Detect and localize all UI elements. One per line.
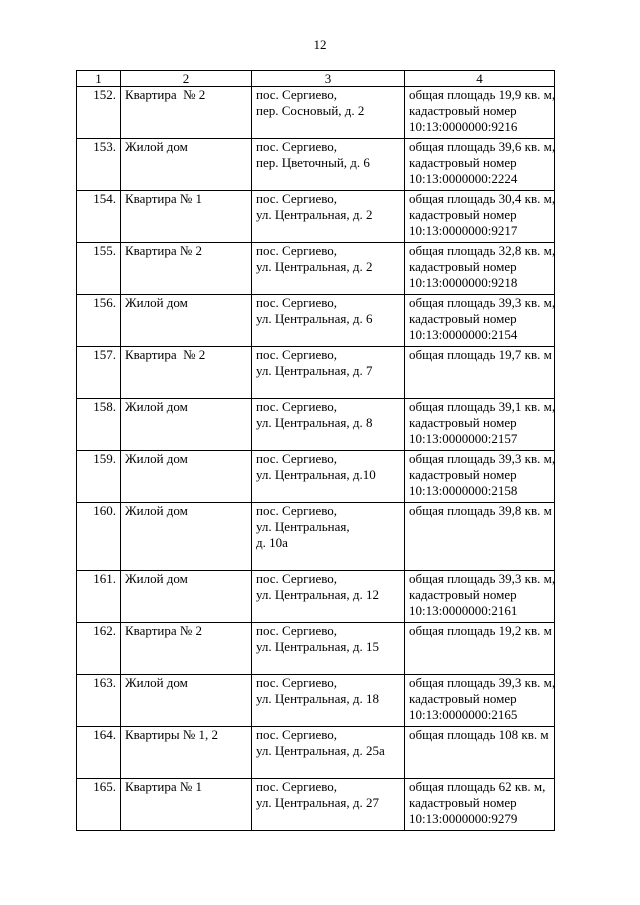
address-line: ул. Центральная, д. 18 <box>256 691 379 706</box>
object-address <box>252 295 405 347</box>
object-address <box>252 191 405 243</box>
object-address <box>252 503 405 571</box>
row-number: 155. <box>77 243 121 295</box>
address-line: пос. Сергиево, <box>256 675 338 690</box>
details-line: 10:13:0000000:9218 <box>409 275 518 290</box>
table-row <box>77 571 555 623</box>
address-line: ул. Центральная, д. 27 <box>256 795 379 810</box>
address-line: ул. Центральная, д. 2 <box>256 259 373 274</box>
details-line: 10:13:0000000:2154 <box>409 327 518 342</box>
object-name: Квартира № 2 <box>121 87 252 139</box>
object-details <box>405 571 555 623</box>
row-number: 156. <box>77 295 121 347</box>
object-name: Жилой дом <box>121 139 252 191</box>
object-details <box>405 243 555 295</box>
details-line: 10:13:0000000:2165 <box>409 707 518 722</box>
object-details <box>405 503 555 571</box>
details-line: общая площадь 39,3 кв. м, <box>409 571 556 586</box>
details-line: кадастровый номер <box>409 415 517 430</box>
details-line: общая площадь 39,1 кв. м, <box>409 399 556 414</box>
table-body <box>77 87 555 831</box>
row-number: 157. <box>77 347 121 399</box>
object-details <box>405 87 555 139</box>
address-line: пос. Сергиево, <box>256 503 338 518</box>
details-line: кадастровый номер <box>409 207 517 222</box>
object-name: Жилой дом <box>121 399 252 451</box>
object-name: Жилой дом <box>121 675 252 727</box>
details-line: кадастровый номер <box>409 311 517 326</box>
details-line: кадастровый номер <box>409 691 517 706</box>
table-row <box>77 623 555 675</box>
row-number: 165. <box>77 779 121 831</box>
column-header-1: 1 <box>77 71 121 87</box>
column-header-2: 2 <box>121 71 252 87</box>
object-address <box>252 399 405 451</box>
table-row <box>77 399 555 451</box>
details-line: кадастровый номер <box>409 103 517 118</box>
row-number: 153. <box>77 139 121 191</box>
address-line: ул. Центральная, д.10 <box>256 467 376 482</box>
address-line: пер. Цветочный, д. 6 <box>256 155 370 170</box>
object-address <box>252 243 405 295</box>
address-line: пос. Сергиево, <box>256 451 338 466</box>
details-line: общая площадь 108 кв. м <box>409 727 549 742</box>
details-line: общая площадь 39,8 кв. м <box>409 503 552 518</box>
row-number: 162. <box>77 623 121 675</box>
details-line: 10:13:0000000:9279 <box>409 811 518 826</box>
details-line: 10:13:0000000:2157 <box>409 431 518 446</box>
table-row <box>77 779 555 831</box>
object-name: Квартира № 1 <box>121 779 252 831</box>
details-line: общая площадь 39,3 кв. м, <box>409 295 556 310</box>
address-line: пер. Сосновый, д. 2 <box>256 103 365 118</box>
column-header-3: 3 <box>252 71 405 87</box>
object-name: Квартира № 1 <box>121 191 252 243</box>
page-number: 12 <box>313 37 327 52</box>
table-row <box>77 87 555 139</box>
address-line: пос. Сергиево, <box>256 295 338 310</box>
address-line: ул. Центральная, д. 15 <box>256 639 379 654</box>
details-line: 10:13:0000000:2161 <box>409 603 518 618</box>
details-line: кадастровый номер <box>409 259 517 274</box>
address-line: ул. Центральная, д. 8 <box>256 415 373 430</box>
row-number: 160. <box>77 503 121 571</box>
object-name: Квартиры № 1, 2 <box>121 727 252 779</box>
object-address <box>252 623 405 675</box>
object-address <box>252 571 405 623</box>
details-line: общая площадь 19,2 кв. м <box>409 623 552 638</box>
address-line: ул. Центральная, д. 25а <box>256 743 385 758</box>
object-details <box>405 727 555 779</box>
object-address <box>252 675 405 727</box>
address-line: ул. Центральная, д. 12 <box>256 587 379 602</box>
object-details <box>405 623 555 675</box>
object-name: Жилой дом <box>121 451 252 503</box>
address-line: ул. Центральная, д. 2 <box>256 207 373 222</box>
object-name: Квартира № 2 <box>121 623 252 675</box>
details-line: 10:13:0000000:2158 <box>409 483 518 498</box>
table-row <box>77 191 555 243</box>
address-line: пос. Сергиево, <box>256 779 338 794</box>
address-line: пос. Сергиево, <box>256 87 338 102</box>
details-line: общая площадь 32,8 кв. м, <box>409 243 556 258</box>
object-details <box>405 347 555 399</box>
address-line: пос. Сергиево, <box>256 139 338 154</box>
details-line: общая площадь 39,3 кв. м, <box>409 675 556 690</box>
object-details <box>405 451 555 503</box>
address-line: ул. Центральная, д. 7 <box>256 363 373 378</box>
object-details <box>405 191 555 243</box>
details-line: общая площадь 30,4 кв. м, <box>409 191 556 206</box>
address-line: пос. Сергиево, <box>256 191 338 206</box>
address-line: ул. Центральная, д. 6 <box>256 311 373 326</box>
object-name: Жилой дом <box>121 571 252 623</box>
object-details <box>405 399 555 451</box>
row-number: 154. <box>77 191 121 243</box>
object-address <box>252 347 405 399</box>
object-address <box>252 87 405 139</box>
property-table <box>76 70 555 831</box>
row-number: 164. <box>77 727 121 779</box>
details-line: кадастровый номер <box>409 795 517 810</box>
object-address <box>252 451 405 503</box>
row-number: 161. <box>77 571 121 623</box>
details-line: общая площадь 19,7 кв. м <box>409 347 552 362</box>
row-number: 158. <box>77 399 121 451</box>
object-name: Жилой дом <box>121 503 252 571</box>
object-name: Квартира № 2 <box>121 243 252 295</box>
object-details <box>405 139 555 191</box>
details-line: 10:13:0000000:9216 <box>409 119 518 134</box>
address-line: пос. Сергиево, <box>256 727 338 742</box>
row-number: 163. <box>77 675 121 727</box>
table-row <box>77 347 555 399</box>
details-line: 10:13:0000000:9217 <box>409 223 518 238</box>
address-line: пос. Сергиево, <box>256 571 338 586</box>
details-line: кадастровый номер <box>409 467 517 482</box>
column-header-4: 4 <box>405 71 555 87</box>
row-number: 152. <box>77 87 121 139</box>
table-row <box>77 295 555 347</box>
table-row <box>77 139 555 191</box>
object-address <box>252 727 405 779</box>
object-details <box>405 675 555 727</box>
address-line: пос. Сергиево, <box>256 399 338 414</box>
table-row <box>77 451 555 503</box>
object-address <box>252 139 405 191</box>
table-row <box>77 727 555 779</box>
details-line: общая площадь 39,6 кв. м, <box>409 139 556 154</box>
details-line: кадастровый номер <box>409 587 517 602</box>
details-line: общая площадь 62 кв. м, <box>409 779 546 794</box>
table-header-row <box>77 71 555 87</box>
address-line: пос. Сергиево, <box>256 243 338 258</box>
table-row <box>77 243 555 295</box>
details-line: общая площадь 39,3 кв. м, <box>409 451 556 466</box>
details-line: 10:13:0000000:2224 <box>409 171 518 186</box>
details-line: кадастровый номер <box>409 155 517 170</box>
table-row <box>77 503 555 571</box>
object-address <box>252 779 405 831</box>
table-row <box>77 675 555 727</box>
address-line: д. 10а <box>256 535 288 550</box>
address-line: ул. Центральная, <box>256 519 350 534</box>
object-name: Квартира № 2 <box>121 347 252 399</box>
address-line: пос. Сергиево, <box>256 623 338 638</box>
details-line: общая площадь 19,9 кв. м, <box>409 87 556 102</box>
object-details <box>405 779 555 831</box>
address-line: пос. Сергиево, <box>256 347 338 362</box>
object-name: Жилой дом <box>121 295 252 347</box>
object-details <box>405 295 555 347</box>
row-number: 159. <box>77 451 121 503</box>
